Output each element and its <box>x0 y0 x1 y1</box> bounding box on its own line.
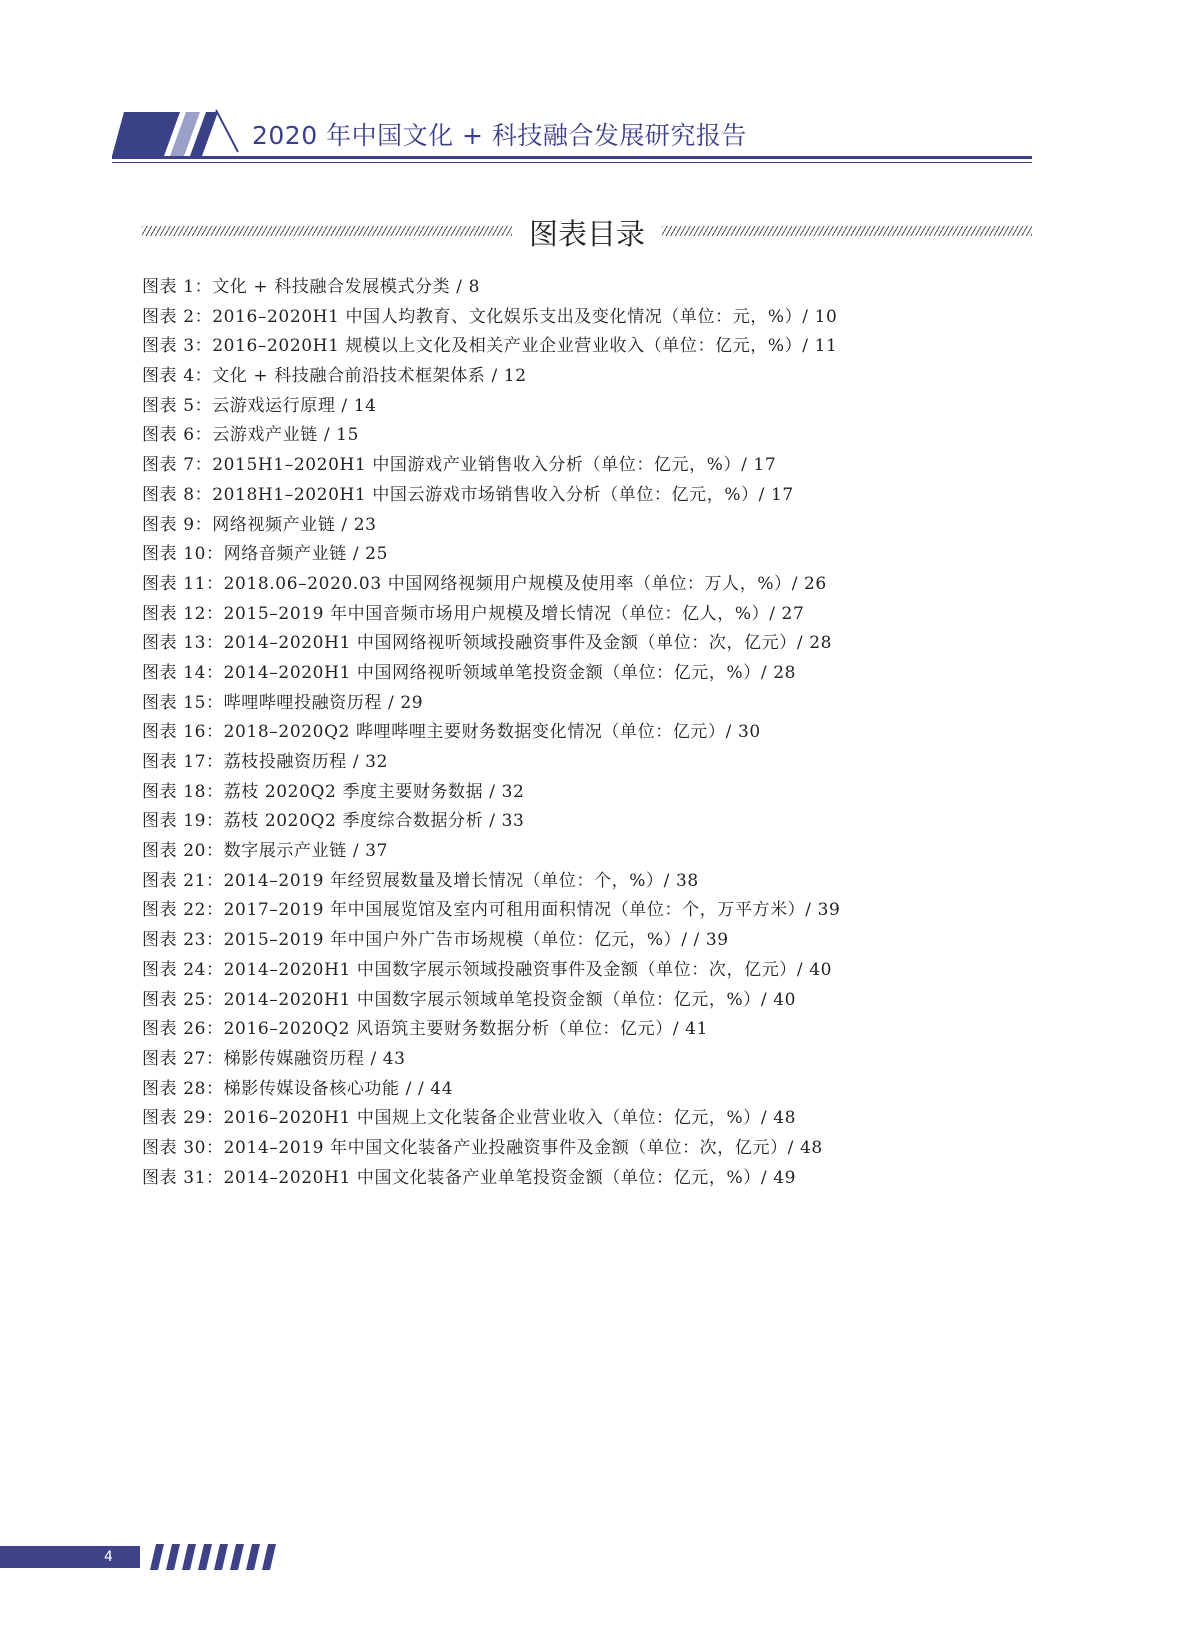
toc-entry[interactable]: 图表 20：数字展示产业链 / 37 <box>142 841 389 862</box>
toc-entry[interactable]: 图表 19：荔枝 2020Q2 季度综合数据分析 / 33 <box>142 811 525 832</box>
page-footer <box>0 1538 300 1572</box>
toc-entry[interactable]: 图表 30：2014–2019 年中国文化装备产业投融资事件及金额（单位：次，亿元）/ 48 <box>142 1137 823 1158</box>
section-title: 图表目录 <box>528 217 645 251</box>
toc-entry[interactable]: 图表 2：2016–2020H1 中国人均教育、文化娱乐支出及变化情况（单位：元，%）/ 10 <box>142 306 838 327</box>
footer-bar <box>0 1546 140 1568</box>
toc-entry[interactable]: 图表 28：梯影传媒设备核心功能 / / 44 <box>142 1078 454 1099</box>
header-rule-thin <box>112 162 1032 163</box>
toc-entry[interactable]: 图表 10：网络音频产业链 / 25 <box>142 544 389 565</box>
toc-entry[interactable]: 图表 1：文化 + 科技融合发展模式分类 / 8 <box>142 277 481 297</box>
toc-entry[interactable]: 图表 26：2016–2020Q2 风语筑主要财务数据分析（单位：亿元）/ 41 <box>142 1019 708 1040</box>
toc-entry[interactable]: 图表 31：2014–2020H1 中国文化装备产业单笔投资金额（单位：亿元，%）/ 49 <box>142 1167 797 1188</box>
toc-entry[interactable]: 图表 15：哔哩哔哩投融资历程 / 29 <box>142 692 424 713</box>
figure-list <box>142 273 1042 1193</box>
toc-entry[interactable]: 图表 13：2014–2020H1 中国网络视听领域投融资事件及金额（单位：次，亿元）/ 28 <box>142 633 833 654</box>
toc-entry[interactable]: 图表 22：2017–2019 年中国展览馆及室内可租用面积情况（单位：个，万平方米）/ 39 <box>142 900 841 921</box>
toc-entry[interactable]: 图表 7：2015H1–2020H1 中国游戏产业销售收入分析（单位：亿元，%）/ 17 <box>142 455 777 476</box>
toc-entry[interactable]: 图表 9：网络视频产业链 / 23 <box>142 514 377 535</box>
heading-hatch-left <box>142 226 512 236</box>
toc-entry[interactable]: 图表 12：2015–2019 年中国音频市场用户规模及增长情况（单位：亿人，%）/ 27 <box>142 603 805 624</box>
header-stripes-decoration <box>112 108 252 158</box>
toc-entry[interactable]: 图表 25：2014–2020H1 中国数字展示领域单笔投资金额（单位：亿元，%）/ 40 <box>142 989 797 1010</box>
page-header <box>112 108 1032 168</box>
toc-entry[interactable]: 图表 16：2018–2020Q2 哔哩哔哩主要财务数据变化情况（单位：亿元）/ 30 <box>142 722 761 743</box>
toc-entry[interactable]: 图表 5：云游戏运行原理 / 14 <box>142 395 377 416</box>
page-number: 4 <box>104 1549 113 1565</box>
toc-entry[interactable]: 图表 18：荔枝 2020Q2 季度主要财务数据 / 32 <box>142 781 525 802</box>
toc-entry[interactable]: 图表 27：梯影传媒融资历程 / 43 <box>142 1048 406 1069</box>
toc-entry[interactable]: 图表 11：2018.06–2020.03 中国网络视频用户规模及使用率（单位：万人，%）/ 26 <box>142 573 827 594</box>
toc-entry[interactable]: 图表 6：云游戏产业链 / 15 <box>142 425 359 446</box>
toc-entry[interactable]: 图表 8：2018H1–2020H1 中国云游戏市场销售收入分析（单位：亿元，%）/ 17 <box>142 484 794 505</box>
header-rule <box>112 156 1032 159</box>
toc-entry[interactable]: 图表 17：荔枝投融资历程 / 32 <box>142 752 389 772</box>
toc-entry[interactable]: 图表 29：2016–2020H1 中国规上文化装备企业营业收入（单位：亿元，%）/ 48 <box>142 1108 797 1129</box>
report-title: 2020 年中国文化 + 科技融合发展研究报告 <box>252 121 747 150</box>
toc-entry[interactable]: 图表 3：2016–2020H1 规模以上文化及相关产业企业营业收入（单位：亿元，%）/ 11 <box>142 336 838 357</box>
toc-entry[interactable]: 图表 23：2015–2019 年中国户外广告市场规模（单位：亿元，%）/ / 39 <box>142 930 729 951</box>
heading-hatch-right <box>662 226 1032 236</box>
toc-entry[interactable]: 图表 24：2014–2020H1 中国数字展示领域投融资事件及金额（单位：次，亿元）/ 40 <box>142 959 833 980</box>
toc-entry[interactable]: 图表 14：2014–2020H1 中国网络视听领域单笔投资金额（单位：亿元，%）/ 28 <box>142 662 797 683</box>
toc-entry[interactable]: 图表 21：2014–2019 年经贸展数量及增长情况（单位：个，%）/ 38 <box>142 870 699 891</box>
footer-stripes-decoration <box>150 1544 290 1570</box>
section-heading <box>142 212 1032 252</box>
toc-entry[interactable]: 图表 4：文化 + 科技融合前沿技术框架体系 / 12 <box>142 366 527 387</box>
